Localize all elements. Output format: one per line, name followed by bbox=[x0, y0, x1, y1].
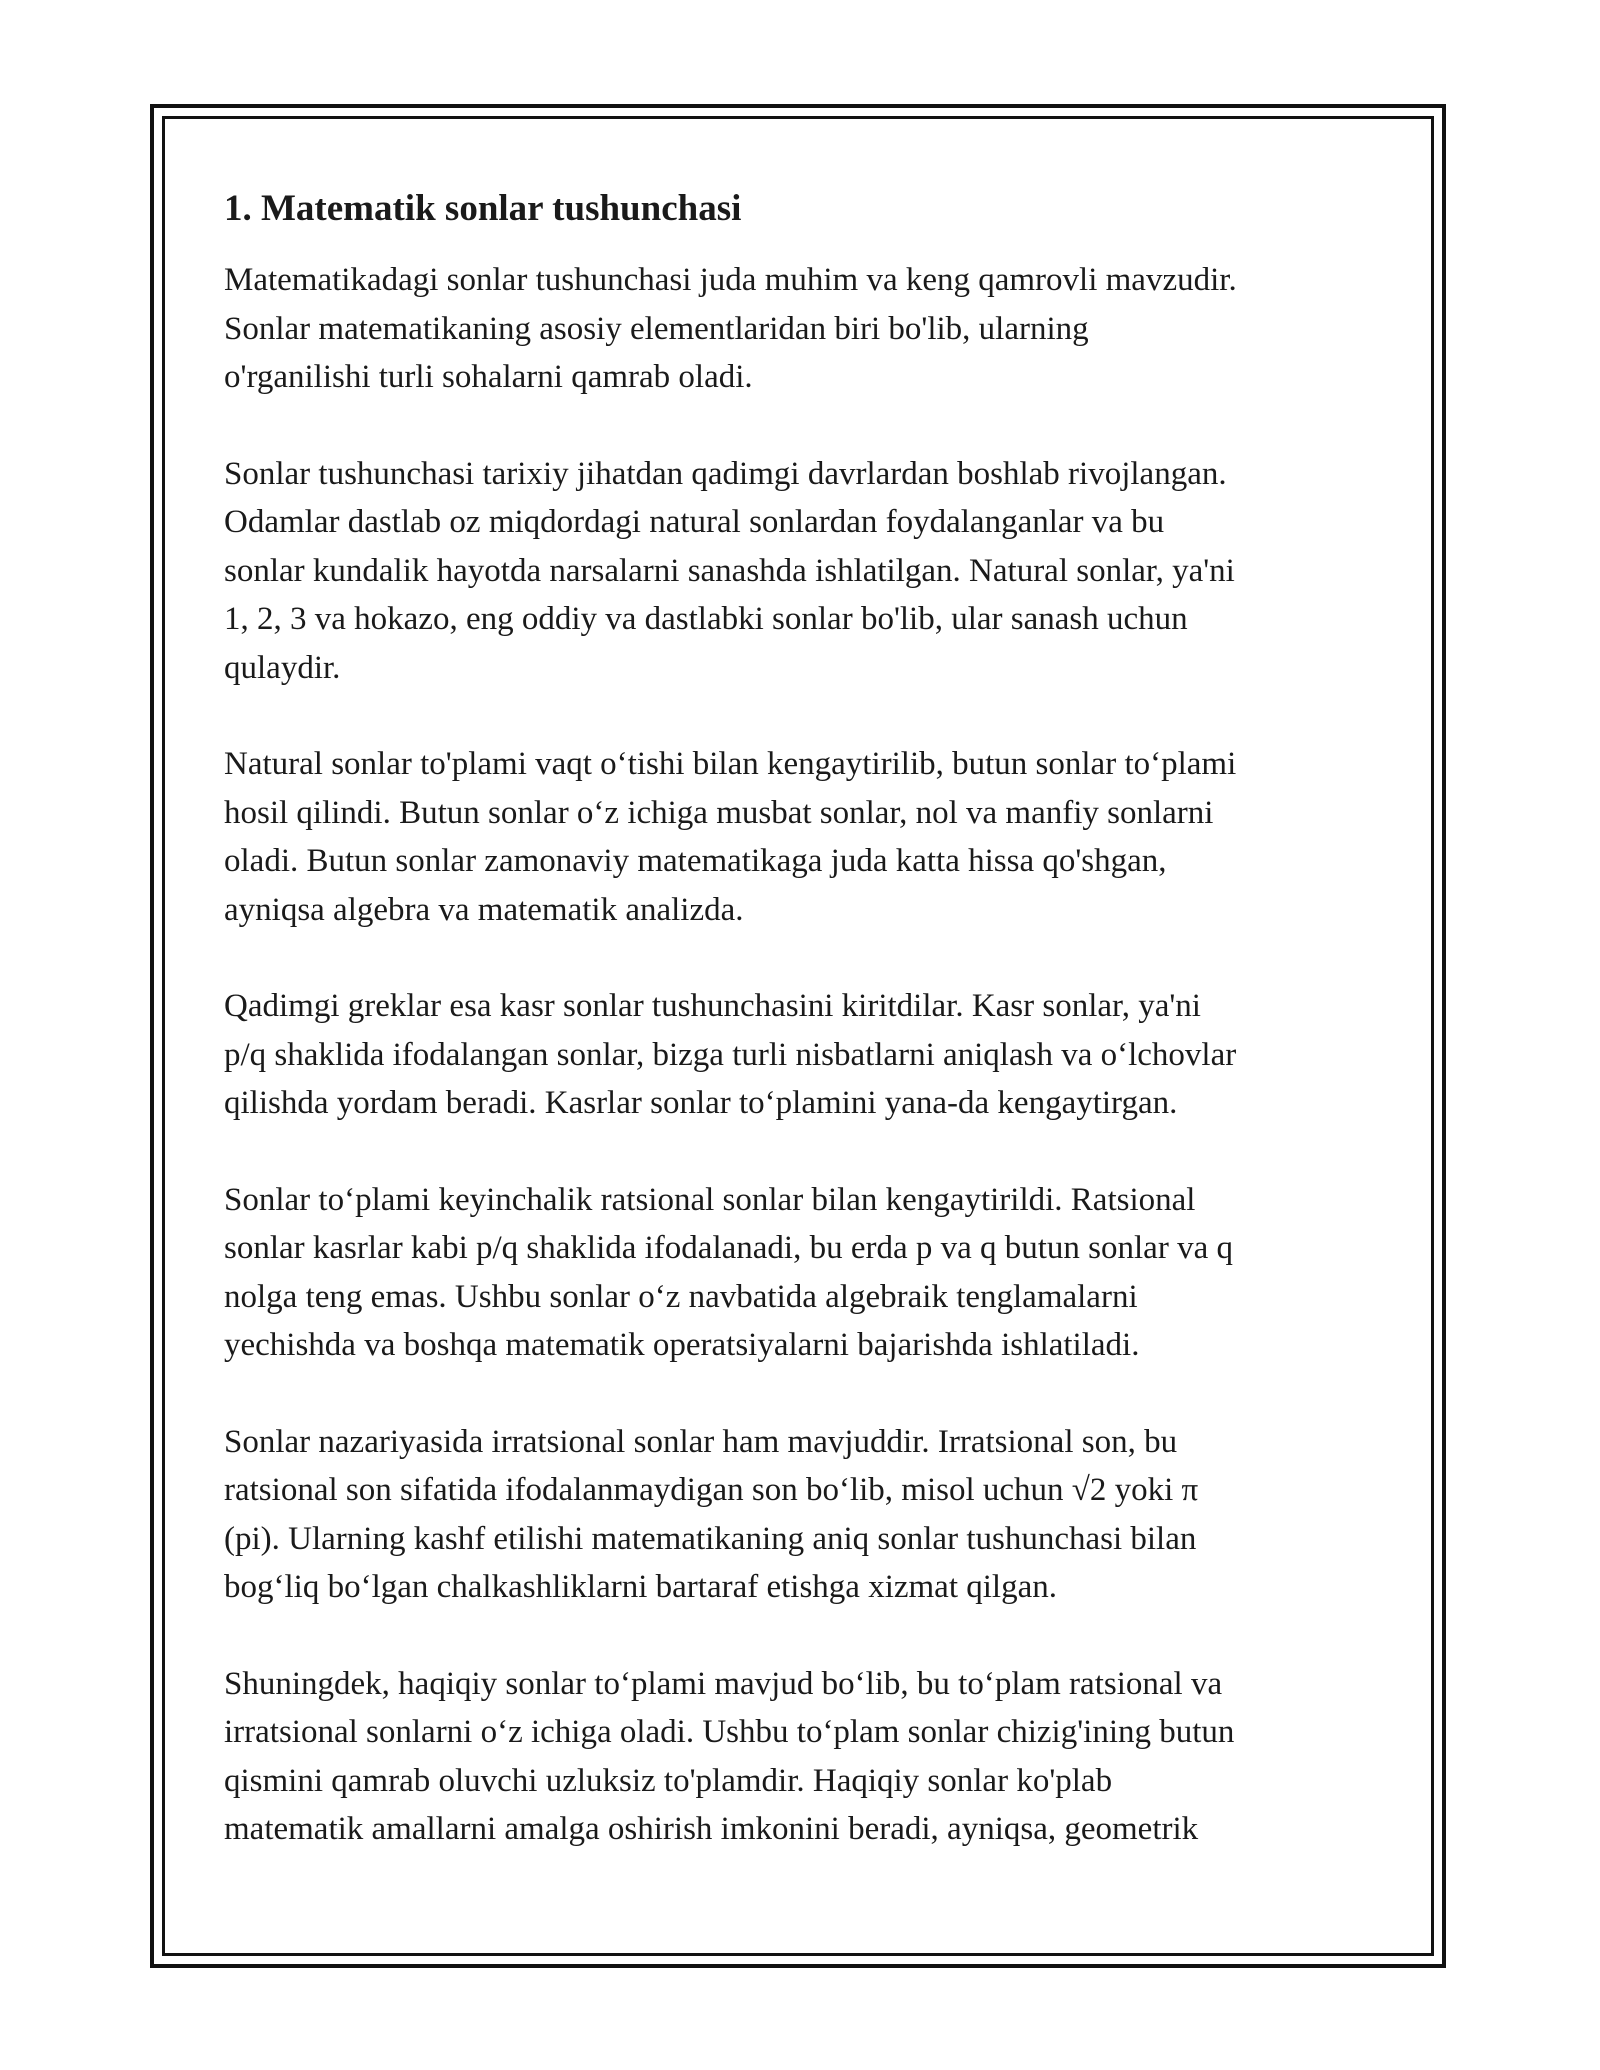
text-line: sonlar kundalik hayotda narsalarni sanashda ishlatilgan. Natural sonlar, ya'ni bbox=[224, 552, 1235, 589]
text-line: nolga teng emas. Ushbu sonlar o‘z navbatida algebraik tenglamalarni bbox=[224, 1278, 1138, 1315]
text-line: oladi. Butun sonlar zamonaviy matematikaga juda katta hissa qo'shgan, bbox=[224, 843, 1167, 879]
paragraph-1 bbox=[224, 256, 1384, 402]
text-line: Qadimgi greklar esa kasr sonlar tushunchasini kiritdilar. Kasr sonlar, ya'ni bbox=[224, 988, 1201, 1024]
text-line: bog‘liq bo‘lgan chalkashliklarni bartaraf etishga xizmat qilgan. bbox=[224, 1569, 1057, 1605]
text-line: qismini qamrab oluvchi uzluksiz to'plamdir. Haqiqiy sonlar ko'plab bbox=[224, 1762, 1113, 1799]
document-body bbox=[224, 186, 1384, 1902]
text-line: (pi). Ularning kashf etilishi matematikaning aniq sonlar tushunchasi bilan bbox=[224, 1520, 1197, 1557]
paragraph-7 bbox=[224, 1660, 1384, 1854]
text-line: Sonlar nazariyasida irratsional sonlar ham mavjuddir. Irratsional son, bu bbox=[224, 1423, 1178, 1460]
text-line: Sonlar tushunchasi tarixiy jihatdan qadimgi davrlardan boshlab rivojlangan. bbox=[224, 455, 1227, 492]
text-line: qulaydir. bbox=[224, 649, 341, 686]
text-line: irratsional sonlarni o‘z ichiga oladi. Ushbu to‘plam sonlar chizig'ining butun bbox=[224, 1714, 1235, 1750]
text-line: Natural sonlar to'plami vaqt o‘tishi bilan kengaytirilib, butun sonlar to‘plami bbox=[224, 746, 1237, 782]
paragraph-3 bbox=[224, 740, 1384, 934]
text-line: Matematikadagi sonlar tushunchasi juda muhim va keng qamrovli mavzudir. bbox=[224, 262, 1237, 298]
text-line: 1, 2, 3 va hokazo, eng oddiy va dastlabki sonlar bo'lib, ular sanash uchun bbox=[224, 601, 1188, 637]
paragraph-5 bbox=[224, 1176, 1384, 1370]
text-line: sonlar kasrlar kabi p/q shaklida ifodalanadi, bu erda p va q butun sonlar va q bbox=[224, 1230, 1233, 1266]
paragraph-6 bbox=[224, 1418, 1384, 1612]
text-line: ratsional son sifatida ifodalanmaydigan son bo‘lib, misol uchun √2 yoki π bbox=[224, 1472, 1199, 1508]
text-line: Sonlar matematikaning asosiy elementlaridan biri bo'lib, ularning bbox=[224, 310, 1089, 347]
paragraph-4 bbox=[224, 982, 1384, 1128]
text-line: yechishda va boshqa matematik operatsiyalarni bajarishda ishlatiladi. bbox=[224, 1327, 1140, 1363]
text-line: hosil qilindi. Butun sonlar o‘z ichiga musbat sonlar, nol va manfiy sonlarni bbox=[224, 794, 1214, 831]
text-line: p/q shaklida ifodalangan sonlar, bizga turli nisbatlarni aniqlash va o‘lchovlar bbox=[224, 1036, 1237, 1073]
text-line: Sonlar to‘plami keyinchalik ratsional sonlar bilan kengaytirildi. Ratsional bbox=[224, 1181, 1196, 1218]
text-line: matematik amallarni amalga oshirish imkonini beradi, ayniqsa, geometrik bbox=[224, 1811, 1199, 1847]
paragraph-2 bbox=[224, 450, 1384, 693]
text-line: Odamlar dastlab oz miqdordagi natural sonlardan foydalanganlar va bu bbox=[224, 504, 1165, 540]
text-line: ayniqsa algebra va matematik analizda. bbox=[224, 891, 744, 928]
section-heading: 1. Matematik sonlar tushunchasi bbox=[224, 188, 742, 229]
text-line: o'rganilishi turli sohalarni qamrab oladi. bbox=[224, 359, 753, 395]
text-line: Shuningdek, haqiqiy sonlar to‘plami mavjud bo‘lib, bu to‘plam ratsional va bbox=[224, 1665, 1223, 1702]
text-line: qilishda yordam beradi. Kasrlar sonlar to‘plamini yana-da kengaytirgan. bbox=[224, 1085, 1178, 1121]
